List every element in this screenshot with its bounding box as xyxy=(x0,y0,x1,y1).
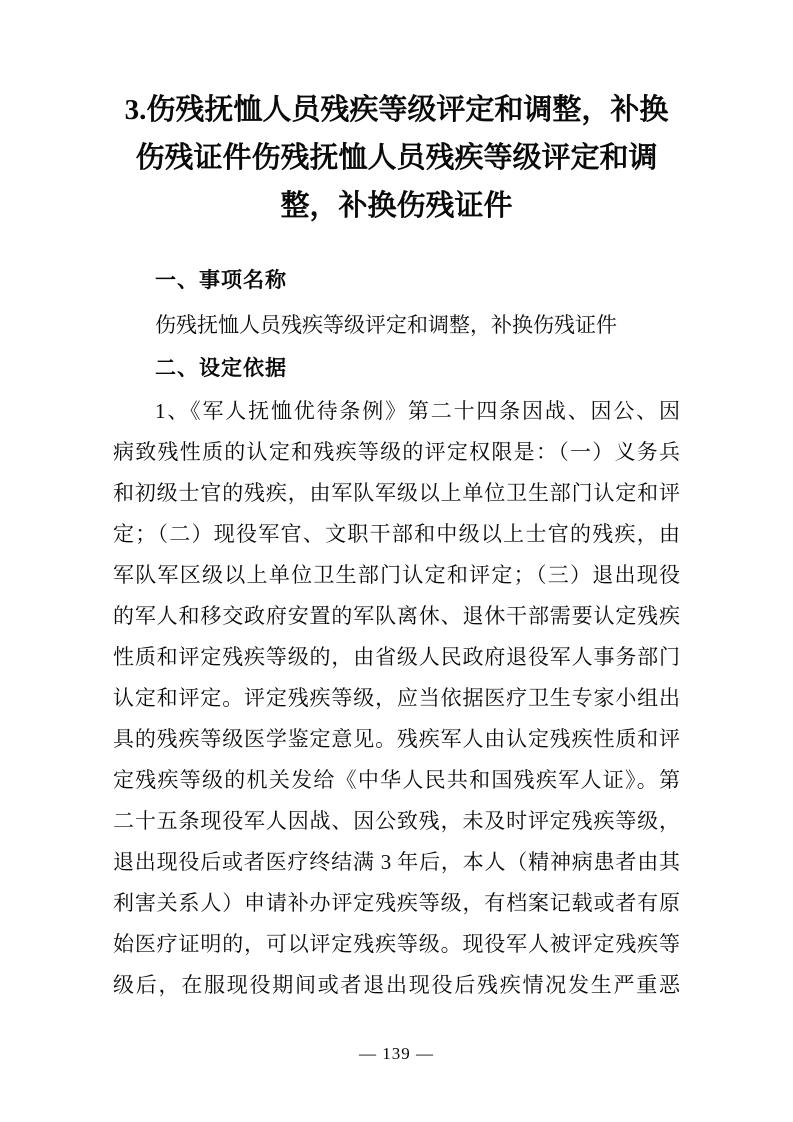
paragraph-line: 性质和评定残疾等级的，由省级人民政府退役军人事务部门 xyxy=(113,645,680,669)
paragraph-line: 退出现役后或者医疗终结满 3 年后，本人（精神病患者由其 xyxy=(113,850,680,874)
paragraph-line: 具的残疾等级医学鉴定意见。残疾军人由认定残疾性质和评 xyxy=(113,727,680,751)
paragraph-line: 利害关系人）申请补办评定残疾等级，有档案记载或者有原 xyxy=(113,891,680,915)
document-title-line: 伤残证件伤残抚恤人员残疾等级评定和调 xyxy=(135,142,658,174)
paragraph-line: 的军人和移交政府安置的军队离休、退休干部需要认定残疾 xyxy=(113,604,680,628)
legal-basis-paragraph xyxy=(113,391,680,1006)
front-matter xyxy=(113,259,680,391)
section-heading-item-name: 一、事项名称 xyxy=(155,269,287,292)
paragraph-line: 始医疗证明的，可以评定残疾等级。现役军人被评定残疾等 xyxy=(113,932,680,956)
document-title-line: 整，补换伤残证件 xyxy=(280,190,513,222)
paragraph-line: 认定和评定。评定残疾等级，应当依据医疗卫生专家小组出 xyxy=(113,686,680,710)
item-name-value: 伤残抚恤人员残疾等级评定和调整，补换伤残证件 xyxy=(155,313,617,337)
page-number: — 139 — xyxy=(359,1044,434,1063)
paragraph-line: 和初级士官的残疾，由军队军级以上单位卫生部门认定和评 xyxy=(113,481,680,505)
document-title-line: 3.伤残抚恤人员残疾等级评定和调整，补换 xyxy=(124,94,669,126)
paragraph-line: 二十五条现役军人因战、因公致残，未及时评定残疾等级， xyxy=(113,809,680,833)
document-title xyxy=(113,0,680,230)
paragraph-line: 定残疾等级的机关发给《中华人民共和国残疾军人证》。第 xyxy=(113,768,680,792)
paragraph-line: 军队军区级以上单位卫生部门认定和评定；（三）退出现役 xyxy=(113,563,680,587)
paragraph-line: 1、《军人抚恤优待条例》第二十四条因战、因公、因 xyxy=(155,399,680,423)
paragraph-line: 定；（二）现役军官、文职干部和中级以上士官的残疾，由 xyxy=(113,522,680,546)
section-heading-legal-basis: 二、设定依据 xyxy=(155,357,287,380)
paragraph-line: 级后，在服现役期间或者退出现役后残疾情况发生严重恶 xyxy=(113,973,680,997)
paragraph-line: 病致残性质的认定和残疾等级的评定权限是：（一）义务兵 xyxy=(113,440,680,464)
